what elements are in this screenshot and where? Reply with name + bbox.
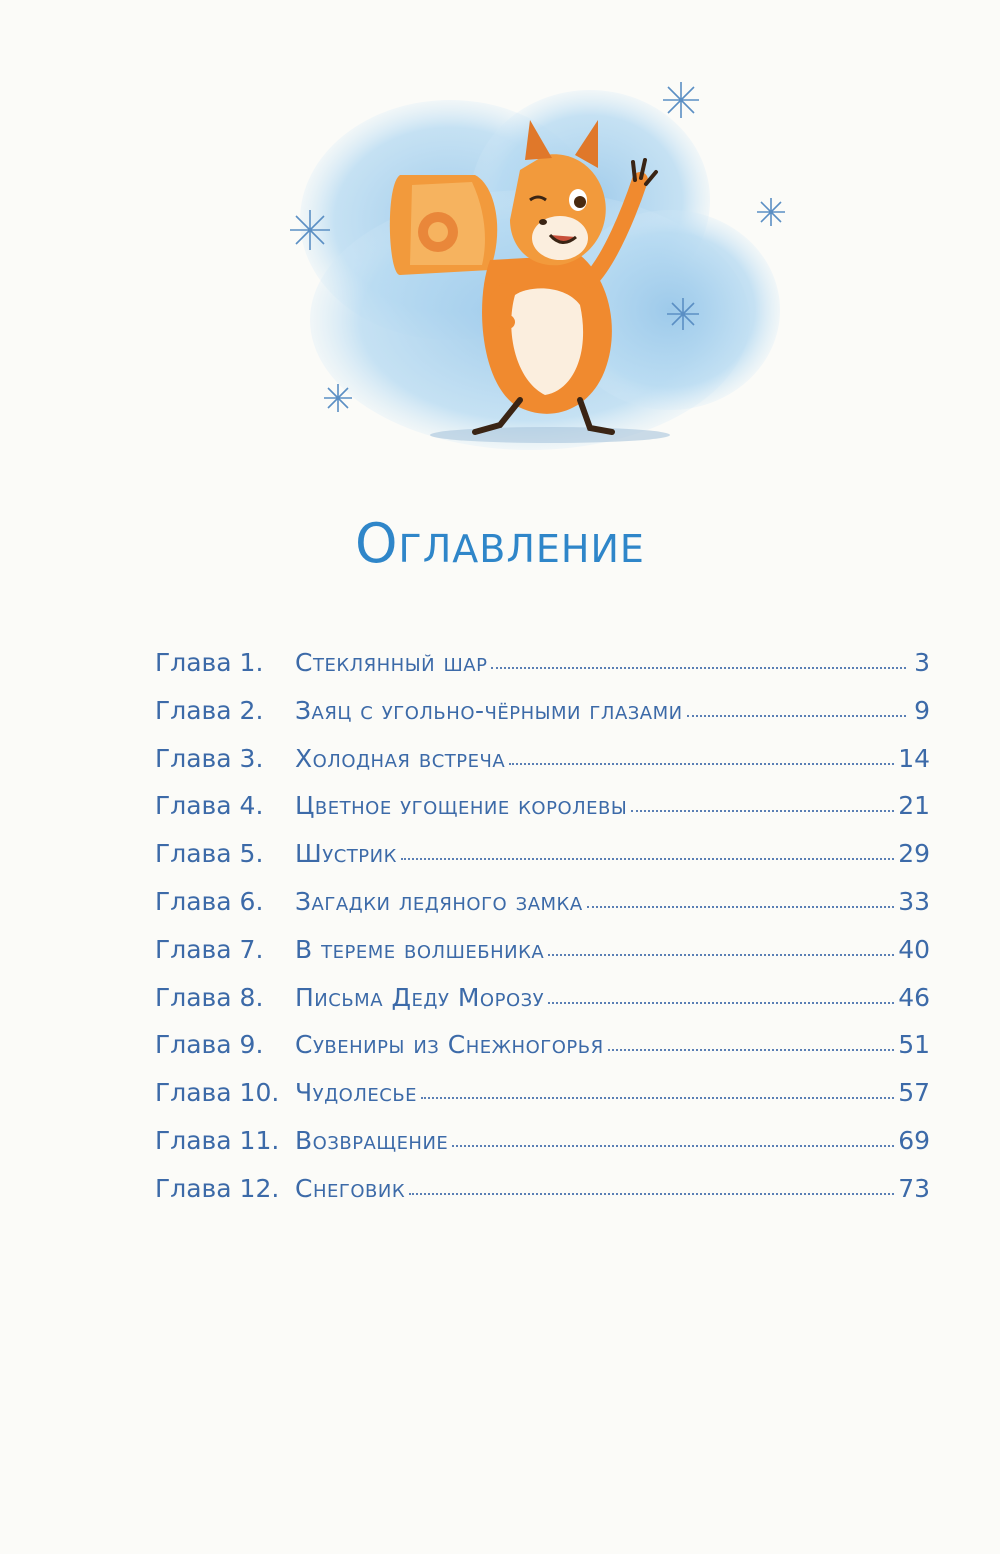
chapter-number: Глава 7. bbox=[155, 934, 264, 964]
chapter-number: Глава 5. bbox=[155, 839, 264, 869]
chapter-number: Глава 4. bbox=[155, 791, 264, 821]
page-number: 40 bbox=[898, 934, 930, 964]
chapter-number: Глава 12. bbox=[155, 1173, 280, 1203]
page-number: 14 bbox=[898, 743, 930, 773]
dot-leader bbox=[421, 1097, 894, 1099]
chapter-number: Глава 6. bbox=[155, 886, 264, 916]
toc-entry bbox=[155, 887, 930, 935]
dot-leader bbox=[401, 858, 894, 860]
chapter-title: Загадки ледяного замка bbox=[295, 886, 583, 916]
chapter-title: Шустрик bbox=[295, 839, 397, 869]
dot-leader bbox=[687, 715, 906, 717]
toc-entry bbox=[155, 839, 930, 887]
chapter-title: В тереме волшебника bbox=[295, 934, 545, 964]
page-number: 69 bbox=[898, 1125, 930, 1155]
dot-leader bbox=[509, 763, 894, 765]
toc-entry bbox=[155, 1030, 930, 1078]
dot-leader bbox=[548, 954, 894, 956]
chapter-number: Глава 11. bbox=[155, 1125, 280, 1155]
page-number: 21 bbox=[898, 791, 930, 821]
toc-entry bbox=[155, 1174, 930, 1222]
toc-entry bbox=[155, 791, 930, 839]
chapter-title: Цветное угощение королевы bbox=[295, 791, 628, 821]
toc-entry bbox=[155, 935, 930, 983]
chapter-title: Заяц с угольно-чёрными глазами bbox=[295, 695, 683, 725]
chapter-number: Глава 9. bbox=[155, 1030, 264, 1060]
page-number: 33 bbox=[898, 886, 930, 916]
page-number: 29 bbox=[898, 839, 930, 869]
page-number: 3 bbox=[914, 648, 930, 677]
toc-entry bbox=[155, 648, 930, 696]
chapter-title: Снеговик bbox=[295, 1173, 406, 1203]
table-of-contents bbox=[155, 648, 930, 1222]
page-number: 46 bbox=[898, 982, 930, 1012]
dot-leader bbox=[608, 1049, 895, 1051]
page-number: 9 bbox=[914, 695, 930, 725]
page-number: 51 bbox=[898, 1030, 930, 1060]
toc-entry bbox=[155, 983, 930, 1031]
chapter-number: Глава 3. bbox=[155, 743, 264, 773]
chapter-title: Холодная встреча bbox=[295, 743, 506, 773]
dot-leader bbox=[631, 810, 894, 812]
toc-entry bbox=[155, 744, 930, 792]
chapter-title: Возвращение bbox=[295, 1125, 449, 1155]
page-number: 73 bbox=[898, 1173, 930, 1203]
squirrel-illustration bbox=[260, 60, 800, 480]
toc-entry bbox=[155, 1078, 930, 1126]
dot-leader bbox=[548, 1002, 894, 1004]
chapter-title: Письма Деду Морозу bbox=[295, 982, 545, 1012]
dot-leader bbox=[452, 1145, 894, 1147]
chapter-title: Стеклянный шар bbox=[295, 648, 488, 677]
dot-leader bbox=[491, 667, 906, 669]
dot-leader bbox=[587, 906, 895, 908]
chapter-number: Глава 1. bbox=[155, 648, 264, 677]
chapter-number: Глава 10. bbox=[155, 1078, 280, 1108]
page-number: 57 bbox=[898, 1078, 930, 1108]
chapter-title: Сувениры из Снежногорья bbox=[295, 1030, 604, 1060]
dot-leader bbox=[409, 1193, 894, 1195]
page-title: Оглавление bbox=[355, 512, 645, 575]
toc-entry bbox=[155, 1126, 930, 1174]
chapter-number: Глава 8. bbox=[155, 982, 264, 1012]
chapter-title: Чудолесье bbox=[295, 1078, 418, 1108]
toc-entry bbox=[155, 696, 930, 744]
chapter-number: Глава 2. bbox=[155, 695, 264, 725]
